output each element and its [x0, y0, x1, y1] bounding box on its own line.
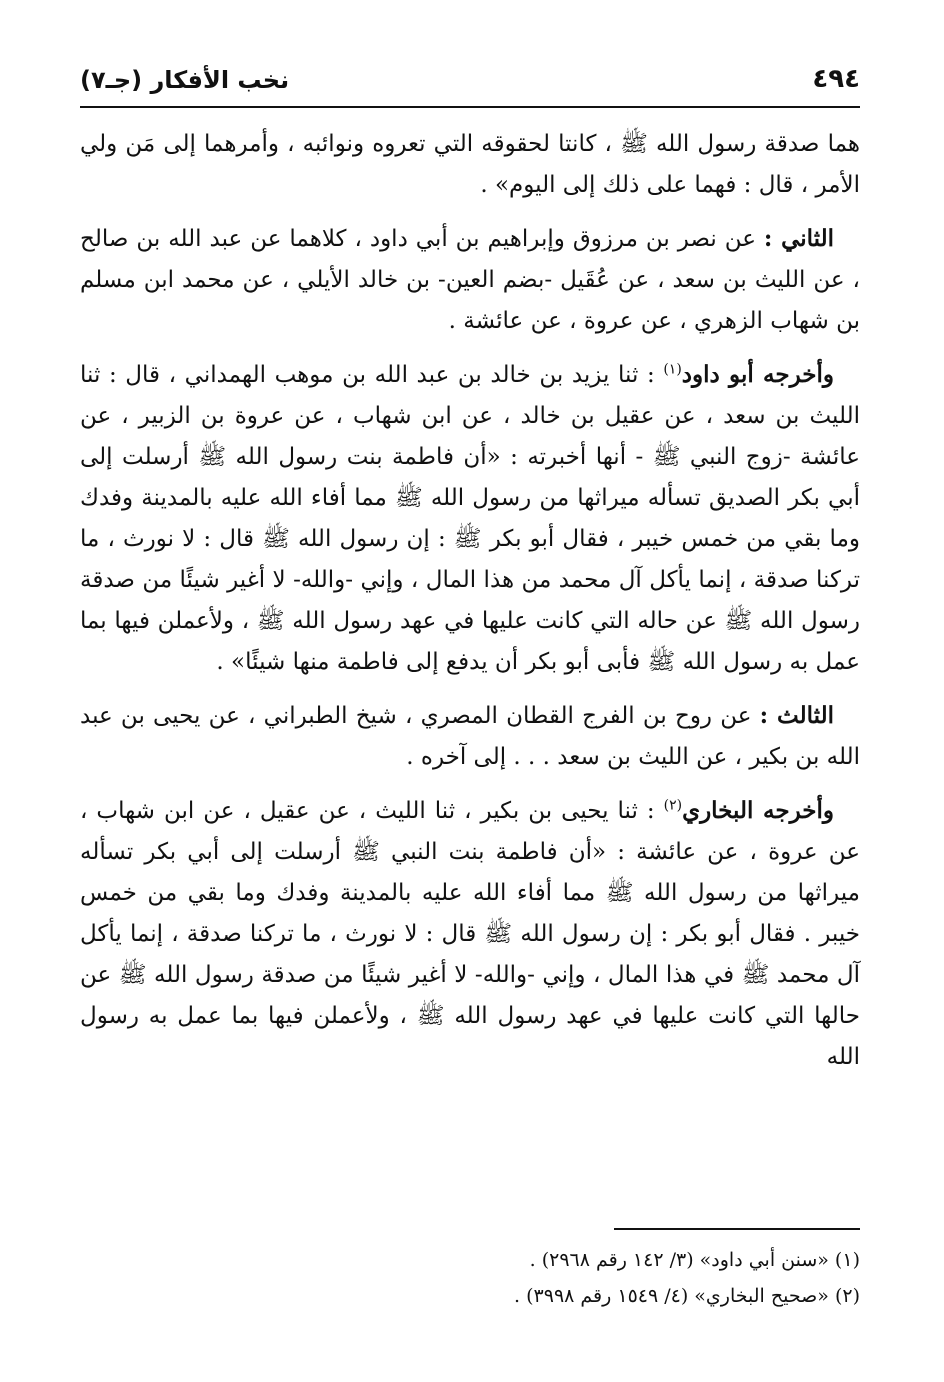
header-divider	[80, 106, 860, 108]
paragraph-lead: الثاني :	[763, 225, 834, 252]
paragraph-continuation	[80, 124, 860, 206]
main-text	[80, 124, 860, 1090]
paragraph-lead: وأخرجه أبو داود	[681, 361, 834, 388]
paragraph-third-chain	[80, 695, 860, 778]
paragraph-lead: الثالث :	[759, 702, 834, 729]
paragraph-text: : ثنا يحيى بن بكير ، ثنا الليث ، عن عقيل ، عن ابن شهاب ، عن عروة ، عن عائشة : «أن فاطمة بنت النبي ﷺ أرسلت إلى أبي بكر تسأله ميراثها من رسول الله ﷺ مما أفاء الله عليه بالمدينة وفدك وما بقي من خمس خيبر . فقال أبو بكر : إن رسول الله ﷺ قال : لا نورث ، ما تركنا صدقة ، إنما يأكل آل محمد ﷺ في هذا المال ، وإني -والله- لا أغير شيئًا من صدقة رسول الله ﷺ عن حالها التي كانت عليها في عهد رسول الله ﷺ ، ولأعملن فيها بما عمل به رسول الله	[80, 798, 860, 1070]
page-header	[80, 62, 860, 102]
paragraph-text: هما صدقة رسول الله ﷺ ، كانتا لحقوقه التي تعروه ونوائبه ، وأمرهما إلى مَن ولي الأمر ، قال : فهما على ذلك إلى اليوم» .	[80, 131, 860, 198]
footnote-ref-1[interactable]: (١)	[663, 361, 682, 378]
paragraph-text: عن نصر بن مرزوق وإبراهيم بن أبي داود ، كلاهما عن عبد الله بن صالح ، عن الليث بن سعد ، عن عُقَيل -بضم العين- بن خالد الأيلي ، عن محمد ابن مسلم بن شهاب الزهري ، عن عروة ، عن عائشة .	[80, 226, 860, 334]
running-title: نخب الأفكار (جـ٧)	[80, 66, 290, 94]
footnote-1: (١) «سنن أبي داود» (٣/ ١٤٢ رقم ٢٩٦٨) .	[529, 1249, 860, 1271]
page-number: ٤٩٤	[812, 64, 860, 94]
paragraph-text: عن روح بن الفرج القطان المصري ، شيخ الطبراني ، عن يحيى بن عبد الله بن بكير ، عن الليث بن سعد . . . إلى آخره .	[80, 703, 860, 770]
paragraph-second-chain	[80, 218, 860, 342]
footnote-2: (٢) «صحيح البخاري» (٤/ ١٥٤٩ رقم ٣٩٩٨) .	[514, 1285, 860, 1307]
paragraph-text: : ثنا يزيد بن خالد بن عبد الله بن موهب الهمداني ، قال : ثنا الليث بن سعد ، عن عقيل بن خالد ، عن ابن شهاب ، عن عروة بن الزبير ، عن عائشة -زوج النبي ﷺ - أنها أخبرته : «أن فاطمة بنت رسول الله ﷺ أرسلت إلى أبي بكر الصديق تسأله ميراثها من رسول الله ﷺ مما أفاء الله عليه بالمدينة وفدك وما بقي من خمس خيبر ، فقال أبو بكر ﷺ : إن رسول الله ﷺ قال : لا نورث ، ما تركنا صدقة ، إنما يأكل آل محمد من هذا المال ، وإني -والله- لا أغير شيئًا من صدقة رسول الله ﷺ عن حاله التي كانت عليها في عهد رسول الله ﷺ ، ولأعملن فيها بما عمل به رسول الله ﷺ فأبى أبو بكر أن يدفع إلى فاطمة منها شيئًا» .	[80, 362, 860, 675]
footnotes	[80, 1242, 860, 1314]
footnote-divider	[614, 1228, 860, 1230]
paragraph-abu-dawud	[80, 354, 860, 683]
paragraph-lead: وأخرجه البخاري	[682, 797, 835, 824]
paragraph-bukhari	[80, 790, 860, 1078]
footnote-ref-2[interactable]: (٢)	[663, 797, 683, 814]
